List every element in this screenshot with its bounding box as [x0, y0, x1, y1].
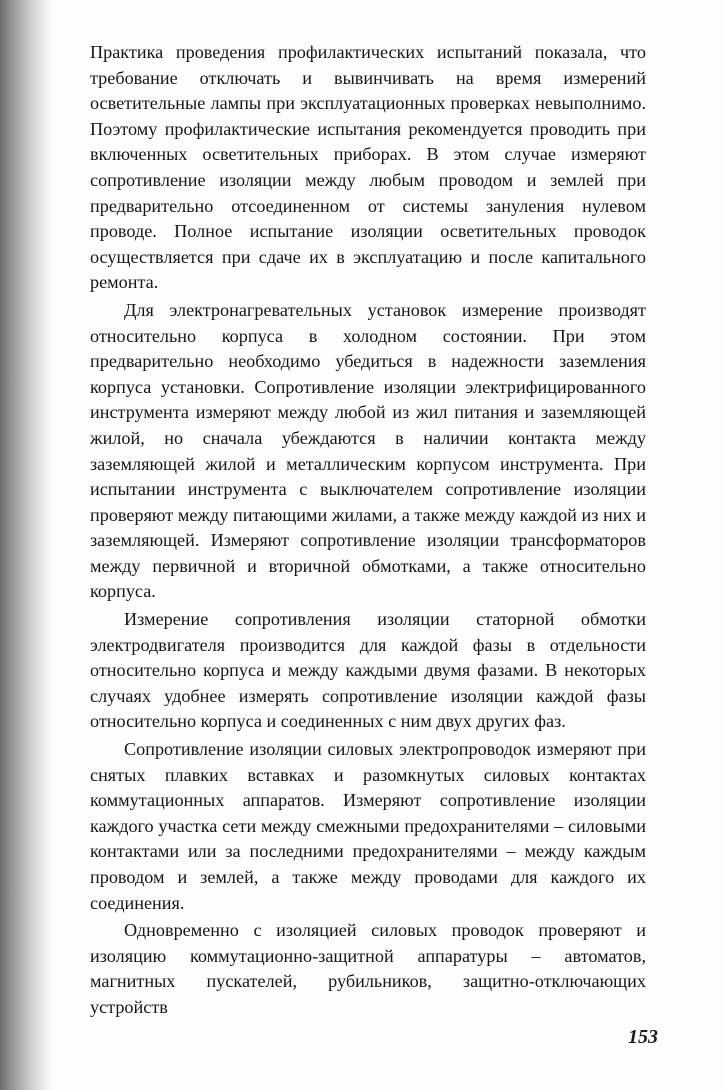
body-text [90, 40, 646, 1021]
paragraph: Сопротивление изоляции силовых электропроводок измеряют при снятых плавких вставках и разомкнутых силовых контактах коммутационных аппаратов. Измеряют сопротивление изоляции каждого участка сети между смежными предохранителями – силовыми контактами или за последними предохранителями – между каждым проводом и землей, а также между проводами для каждого их соединения. [90, 739, 646, 913]
paragraph: Для электронагревательных установок измерение производят относительно корпуса в холодном состоянии. При этом предварительно необходимо убедиться в надежности заземления корпуса установки. Сопротивление изоляции электрифицированного инструмента измеряют между любой из жил питания и заземляющей жилой, но сначала убеждаются в наличии контакта между заземляющей жилой и металлическим корпусом инструмента. При испытании инструмента с выключателем сопротивление изоляции проверяют между питающими жилами, а также между каждой из них и заземляющей. Измеряют сопротивление изоляции трансформаторов между первичной и вторичной обмотками, а также относительно корпуса. [90, 299, 646, 602]
paragraph: Практика проведения профилактических испытаний показала, что требование отключать и вывинчивать на время измерений осветительные лампы при эксплуатационных проверках невыполнимо. Поэтому профилактические испытания рекомендуется проводить при включенных осветительных приборах. В этом случае измеряют сопротивление изоляции между любым проводом и землей при предварительно отсоединенном от системы зануления нулевом проводе. Полное испытание изоляции осветительных проводок осуществляется при сдаче их в эксплуатацию и после капитального ремонта. [90, 42, 646, 293]
paragraph: Одновременно с изоляцией силовых проводок проверяют и изоляцию коммутационно-защитной аппаратуры – автоматов, магнитных пускателей, рубильников, защитно-отключающих устройств [90, 920, 646, 1017]
paragraph: Измерение сопротивления изоляции статорной обмотки электродвигателя производится для каждой фазы в отдельности относительно корпуса и между каждыми двумя фазами. В некоторых случаях удобнее измерять сопротивление изоляции каждой фазы относительно корпуса и соединенных с ним двух других фаз. [90, 609, 646, 732]
page-number: 153 [628, 1026, 658, 1048]
spine-shadow [0, 0, 52, 1090]
